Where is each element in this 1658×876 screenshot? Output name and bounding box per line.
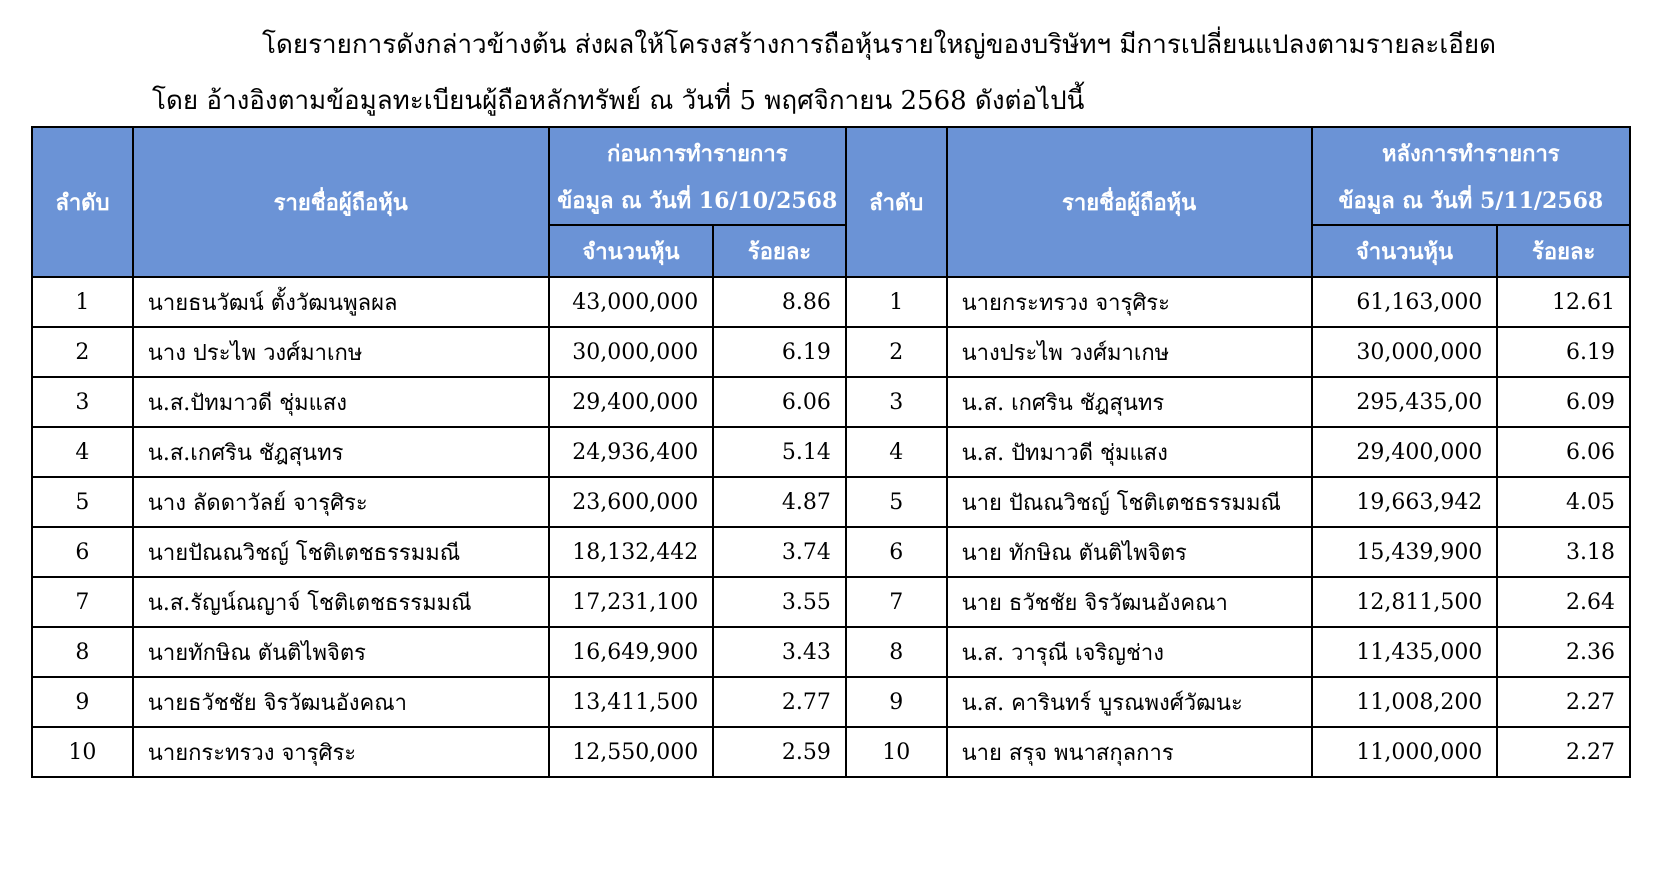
shareholder-name-before: นาง ลัดดาวัลย์ จารุศิระ [133,477,549,527]
header-percent-before: ร้อยละ [713,225,846,277]
header-name-after: รายชื่อผู้ถือหุ้น [947,127,1312,277]
rank-before: 2 [32,327,133,377]
shareholder-name-after: น.ส. คารินทร์ บูรณพงศ์วัฒนะ [947,677,1312,727]
rank-after: 2 [846,327,947,377]
rank-before: 4 [32,427,133,477]
percent-before: 3.74 [713,527,846,577]
header-percent-after: ร้อยละ [1497,225,1630,277]
percent-after: 4.05 [1497,477,1630,527]
shares-before: 23,600,000 [549,477,713,527]
percent-before: 3.43 [713,627,846,677]
rank-after: 5 [846,477,947,527]
rank-before: 9 [32,677,133,727]
shares-after: 15,439,900 [1312,527,1498,577]
rank-after: 8 [846,627,947,677]
shareholder-table [31,126,1631,778]
shares-before: 12,550,000 [549,727,713,777]
rank-after: 4 [846,427,947,477]
percent-after: 2.27 [1497,677,1630,727]
header-before-title: ก่อนการทำรายการ [549,127,846,176]
rank-after: 6 [846,527,947,577]
shareholder-name-before: น.ส.ปัทมาวดี ชุ่มแสง [133,377,549,427]
shares-before: 43,000,000 [549,277,713,327]
header-after-title: หลังการทำรายการ [1312,127,1630,176]
shareholder-name-after: น.ส. ปัทมาวดี ชุ่มแสง [947,427,1312,477]
percent-before: 2.59 [713,727,846,777]
table-row [32,327,1630,377]
shareholder-name-before: นายธวัชชัย จิรวัฒนอังคณา [133,677,549,727]
rank-after: 3 [846,377,947,427]
percent-after: 6.06 [1497,427,1630,477]
shareholder-name-after: นาย ทักษิณ ตันติไพจิตร [947,527,1312,577]
table-row [32,527,1630,577]
intro-line-1: โดยรายการดังกล่าวข้างต้น ส่งผลให้โครงสร้างการถือหุ้นรายใหญ่ของบริษัทฯ มีการเปลี่ยนแปลงตามรายละเอียด [262,30,1497,60]
shareholder-name-after: นาย ปัณณวิชญ์ โชติเตชธรรมมณี [947,477,1312,527]
rank-before: 8 [32,627,133,677]
shares-before: 16,649,900 [549,627,713,677]
table-row [32,377,1630,427]
table-row [32,627,1630,677]
rank-before: 6 [32,527,133,577]
shareholder-name-after: น.ส. วารุณี เจริญช่าง [947,627,1312,677]
rank-after: 7 [846,577,947,627]
table-row [32,427,1630,477]
percent-before: 6.06 [713,377,846,427]
percent-after: 6.19 [1497,327,1630,377]
shares-after: 11,435,000 [1312,627,1498,677]
percent-before: 2.77 [713,677,846,727]
shares-before: 30,000,000 [549,327,713,377]
percent-after: 2.27 [1497,727,1630,777]
shares-before: 17,231,100 [549,577,713,627]
percent-before: 3.55 [713,577,846,627]
header-shares-after: จำนวนหุ้น [1312,225,1498,277]
shareholder-name-before: นายธนวัฒน์ ตั้งวัฒนพูลผล [133,277,549,327]
rank-before: 1 [32,277,133,327]
percent-before: 5.14 [713,427,846,477]
header-rank-after: ลำดับ [846,127,947,277]
shares-after: 11,000,000 [1312,727,1498,777]
shareholder-name-before: น.ส.เกศริน ชัฎสุนทร [133,427,549,477]
rank-before: 5 [32,477,133,527]
shares-after: 11,008,200 [1312,677,1498,727]
shareholder-name-after: นายกระทรวง จารุศิระ [947,277,1312,327]
shares-after: 61,163,000 [1312,277,1498,327]
shareholder-name-before: นายทักษิณ ตันติไพจิตร [133,627,549,677]
shares-before: 29,400,000 [549,377,713,427]
shares-after: 295,435,00 [1312,377,1498,427]
rank-after: 1 [846,277,947,327]
shareholder-name-before: นายกระทรวง จารุศิระ [133,727,549,777]
shares-after: 19,663,942 [1312,477,1498,527]
percent-after: 12.61 [1497,277,1630,327]
rank-after: 9 [846,677,947,727]
percent-after: 3.18 [1497,527,1630,577]
percent-after: 6.09 [1497,377,1630,427]
shares-before: 24,936,400 [549,427,713,477]
shareholder-name-after: นาย ธวัชชัย จิรวัฒนอังคณา [947,577,1312,627]
header-name-before: รายชื่อผู้ถือหุ้น [133,127,549,277]
shares-before: 13,411,500 [549,677,713,727]
percent-before: 8.86 [713,277,846,327]
table-row [32,477,1630,527]
shares-after: 30,000,000 [1312,327,1498,377]
shareholder-name-before: นายปัณณวิชญ์ โชติเตชธรรมมณี [133,527,549,577]
shareholder-name-after: นาย สรุจ พนาสกุลการ [947,727,1312,777]
shares-after: 29,400,000 [1312,427,1498,477]
rank-before: 7 [32,577,133,627]
shares-before: 18,132,442 [549,527,713,577]
shareholder-name-before: น.ส.รัญน์ณญาจ์ โชติเตชธรรมมณี [133,577,549,627]
shares-after: 12,811,500 [1312,577,1498,627]
header-after-date: ข้อมูล ณ วันที่ 5/11/2568 [1312,176,1630,225]
header-shares-before: จำนวนหุ้น [549,225,713,277]
shareholder-name-after: น.ส. เกศริน ชัฎสุนทร [947,377,1312,427]
percent-after: 2.64 [1497,577,1630,627]
intro-line-2: โดย อ้างอิงตามข้อมูลทะเบียนผู้ถือหลักทรัพย์ ณ วันที่ 5 พฤศจิกายน 2568 ดังต่อไปนี้ [152,86,1085,116]
shareholder-name-after: นางประไพ วงศ์มาเกษ [947,327,1312,377]
percent-before: 6.19 [713,327,846,377]
rank-before: 10 [32,727,133,777]
header-rank-before: ลำดับ [32,127,133,277]
table-row [32,727,1630,777]
rank-after: 10 [846,727,947,777]
table-row [32,277,1630,327]
percent-before: 4.87 [713,477,846,527]
rank-before: 3 [32,377,133,427]
header-before-date: ข้อมูล ณ วันที่ 16/10/2568 [549,176,846,225]
table-row [32,577,1630,627]
percent-after: 2.36 [1497,627,1630,677]
table-row [32,677,1630,727]
shareholder-name-before: นาง ประไพ วงศ์มาเกษ [133,327,549,377]
